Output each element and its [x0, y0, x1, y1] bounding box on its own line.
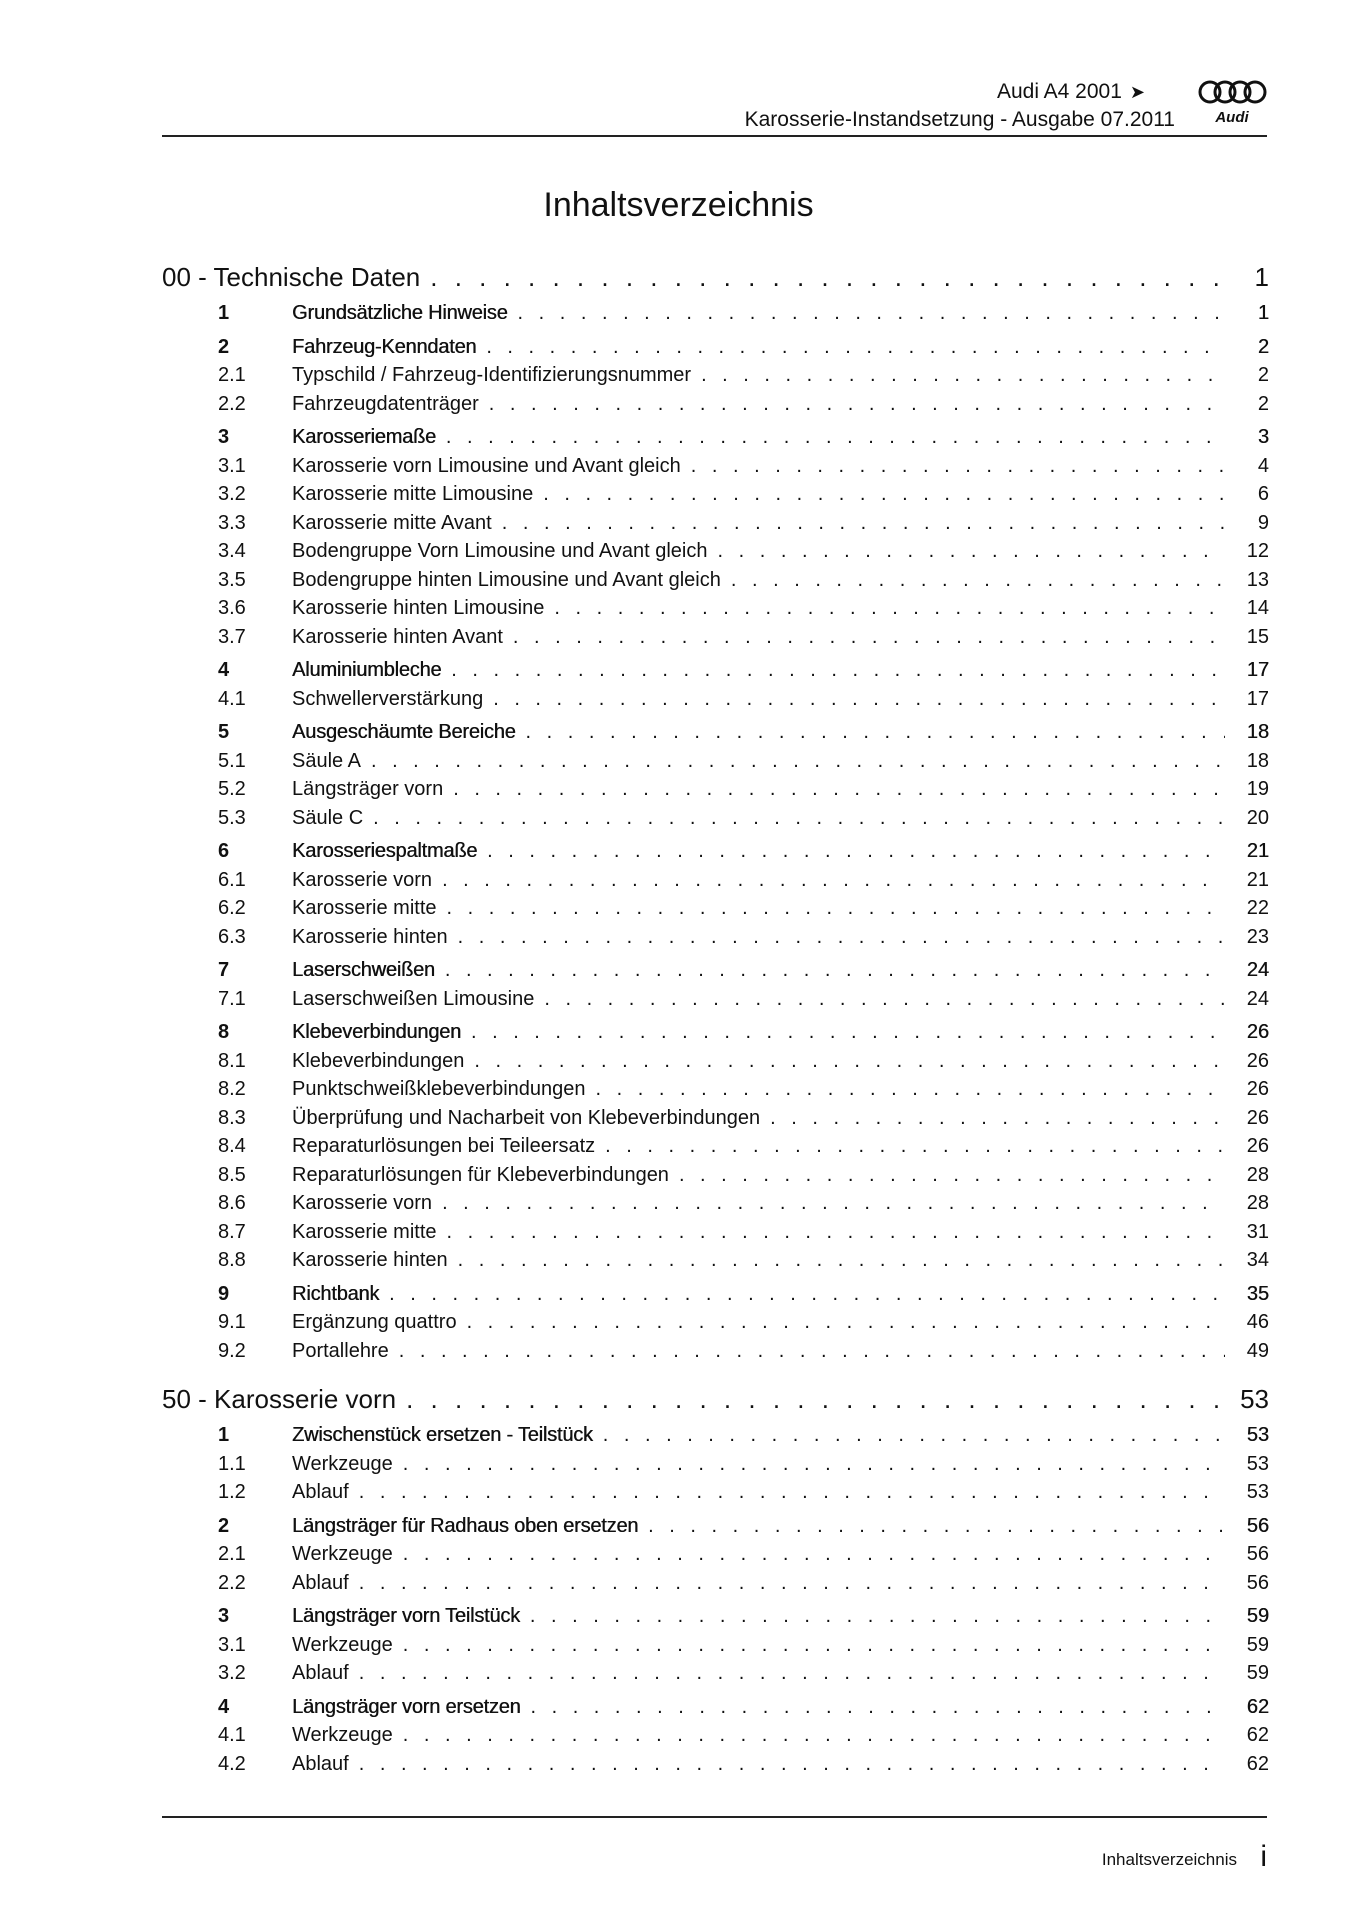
toc-title: Karosseriemaße [292, 426, 436, 448]
toc-page-number: 21 [1246, 840, 1269, 862]
toc-page-number: 17 [1246, 659, 1269, 681]
toc-leader-dots [373, 807, 1225, 830]
toc-number: 3.1 [218, 1633, 246, 1656]
toc-title: Ablauf [292, 1752, 349, 1775]
toc-title: Karosserie vorn [292, 1192, 433, 1214]
toc-subsection[interactable] [162, 1662, 1269, 1691]
toc-subsection[interactable] [162, 688, 1269, 717]
toc-leader-dots [489, 393, 1225, 416]
toc-leader-dots [691, 455, 1225, 478]
toc-title: Überprüfung und Nacharbeit von Klebeverbindungen [292, 1106, 761, 1129]
toc-chapter[interactable] [162, 262, 1269, 294]
toc-title: Ablauf [292, 1662, 349, 1684]
toc-page-number: 1 [1257, 302, 1269, 324]
toc-subsection[interactable] [162, 364, 1269, 393]
toc-title: Karosserie mitte Limousine [292, 483, 534, 505]
toc-leader-dots [701, 364, 1225, 387]
toc-subsection[interactable] [162, 1221, 1269, 1250]
toc-number: 2.2 [218, 392, 246, 415]
toc-leader-dots [603, 1424, 1225, 1447]
toc-number: 2 [218, 1514, 230, 1537]
toc-title: Säule A [292, 749, 361, 772]
toc-title: Karosserie vorn [292, 868, 433, 891]
toc-subsection[interactable] [162, 1481, 1269, 1510]
toc-page-number: 53 [1246, 1452, 1269, 1475]
toc-number: 7.1 [218, 987, 246, 1010]
toc-page-number: 12 [1246, 540, 1269, 562]
toc-title: Karosserie hinten [292, 925, 448, 948]
toc-page-number: 59 [1246, 1662, 1269, 1684]
toc-title: Richtbank [292, 1282, 380, 1305]
toc-page-number: 18 [1246, 721, 1269, 743]
toc-page-number: 62 [1246, 1724, 1269, 1746]
toc-subsection[interactable] [162, 926, 1269, 955]
toc-number: 8.1 [218, 1049, 246, 1072]
toc-number: 6 [218, 840, 230, 862]
toc-number: 8.5 [218, 1163, 246, 1186]
toc-title: Karosserie mitte [292, 1220, 437, 1243]
toc-subsection[interactable] [162, 1572, 1269, 1601]
toc-page-number: 26 [1246, 1021, 1269, 1043]
toc-subsection[interactable] [162, 1078, 1269, 1107]
toc-leader-dots [731, 569, 1225, 592]
toc-leader-dots [526, 721, 1225, 744]
toc-leader-dots [442, 1192, 1225, 1215]
toc-page-number: 9 [1257, 511, 1269, 534]
toc-number: 1 [218, 1424, 230, 1446]
toc-section[interactable] [162, 1515, 1269, 1544]
toc-title: Karosserie mitte Avant [292, 511, 492, 534]
toc-page-number: 56 [1246, 1543, 1269, 1565]
toc-page-number: 62 [1246, 1695, 1269, 1718]
toc-number: 4 [218, 1695, 230, 1718]
toc-page-number: 4 [1257, 454, 1269, 477]
toc-subsection[interactable] [162, 869, 1269, 898]
toc-title: Ausgeschäumte Bereiche [292, 721, 516, 743]
toc-page-number: 24 [1246, 987, 1269, 1010]
toc-leader-dots [453, 778, 1225, 801]
toc-number: 2.1 [218, 364, 246, 386]
toc-leader-dots [359, 1753, 1225, 1776]
toc-title: Klebeverbindungen [292, 1049, 465, 1072]
toc-title: Karosseriespaltmaße [292, 840, 478, 862]
toc-leader-dots [513, 626, 1225, 649]
table-of-contents [162, 262, 1269, 1781]
toc-number: 3 [218, 426, 230, 448]
toc-leader-dots [471, 1021, 1225, 1044]
footer-page-number: i [1260, 1840, 1267, 1873]
toc-title: Säule C [292, 806, 364, 829]
toc-leader-dots [474, 1050, 1225, 1073]
toc-page-number: 26 [1246, 1078, 1269, 1100]
toc-leader-dots [544, 988, 1225, 1011]
toc-section[interactable] [162, 959, 1269, 988]
toc-leader-dots [605, 1135, 1225, 1158]
toc-leader-dots [403, 1543, 1225, 1566]
toc-section[interactable] [162, 302, 1269, 331]
toc-subsection[interactable] [162, 1724, 1269, 1753]
toc-leader-dots [359, 1662, 1225, 1685]
toc-page-number: 62 [1246, 1752, 1269, 1775]
toc-title: Werkzeuge [292, 1633, 393, 1656]
toc-page-number: 59 [1246, 1605, 1269, 1627]
toc-subsection[interactable] [162, 1050, 1269, 1079]
toc-section[interactable] [162, 1424, 1269, 1453]
toc-page-number: 28 [1246, 1163, 1269, 1186]
header-edition: Karosserie-Instandsetzung - Ausgabe 07.2011 [744, 108, 1175, 131]
toc-title: Bodengruppe hinten Limousine und Avant gleich [292, 568, 721, 591]
toc-page-number: 46 [1246, 1311, 1269, 1333]
toc-page-number: 53 [1240, 1384, 1269, 1414]
toc-number: 3.1 [218, 454, 246, 477]
toc-title: Punktschweißklebeverbindungen [292, 1078, 586, 1100]
toc-page-number: 31 [1246, 1220, 1269, 1243]
toc-page-number: 53 [1246, 1424, 1269, 1446]
toc-leader-dots [447, 897, 1226, 920]
toc-title: Karosserie hinten Avant [292, 625, 503, 648]
toc-leader-dots [442, 869, 1225, 892]
toc-title: Aluminiumbleche [292, 659, 442, 681]
toc-number: 3.6 [218, 597, 246, 619]
toc-leader-dots [403, 1634, 1225, 1657]
toc-number: 9.1 [218, 1311, 246, 1333]
toc-page-number: 1 [1254, 262, 1269, 292]
toc-leader-dots [403, 1724, 1225, 1747]
toc-title: Werkzeuge [292, 1724, 393, 1746]
toc-page-number: 53 [1246, 1481, 1269, 1503]
toc-title: 00 - Technische Daten [162, 262, 421, 292]
toc-title: Typschild / Fahrzeug-Identifizierungsnummer [292, 364, 692, 386]
toc-subsection[interactable] [162, 1453, 1269, 1482]
toc-section[interactable] [162, 721, 1269, 750]
toc-leader-dots [770, 1107, 1225, 1130]
toc-leader-dots [543, 483, 1225, 506]
toc-number: 1 [218, 302, 230, 324]
toc-title: Werkzeuge [292, 1543, 393, 1565]
toc-section[interactable] [162, 1021, 1269, 1050]
toc-subsection[interactable] [162, 1543, 1269, 1572]
toc-title: Fahrzeugdatenträger [292, 392, 479, 415]
page-header [162, 80, 1267, 137]
toc-leader-dots [446, 426, 1225, 449]
toc-subsection[interactable] [162, 1135, 1269, 1164]
toc-title: Laserschweißen [292, 959, 435, 981]
toc-page-number: 56 [1246, 1571, 1269, 1594]
toc-subsection[interactable] [162, 750, 1269, 779]
toc-page-number: 2 [1257, 392, 1269, 415]
toc-number: 2 [218, 335, 230, 358]
toc-title: Ergänzung quattro [292, 1311, 457, 1333]
toc-leader-dots [493, 688, 1225, 711]
toc-leader-dots [718, 540, 1226, 563]
toc-title: Karosserie hinten Limousine [292, 597, 545, 619]
toc-page-number: 2 [1257, 364, 1269, 386]
toc-subsection[interactable] [162, 988, 1269, 1017]
toc-number: 3.5 [218, 568, 246, 591]
toc-number: 4.1 [218, 1724, 246, 1746]
toc-title: Längsträger vorn ersetzen [292, 1695, 521, 1718]
toc-page-number: 6 [1257, 483, 1269, 505]
toc-leader-dots [518, 302, 1226, 325]
toc-page-number: 26 [1246, 1135, 1269, 1157]
toc-page-number: 15 [1246, 625, 1269, 648]
toc-subsection[interactable] [162, 393, 1269, 422]
toc-leader-dots [371, 750, 1225, 773]
toc-leader-dots [451, 659, 1225, 682]
toc-page-number: 21 [1246, 868, 1269, 891]
toc-page-number: 2 [1257, 335, 1269, 358]
toc-page-number: 17 [1246, 687, 1269, 710]
toc-leader-dots [502, 512, 1225, 535]
audi-logo-text: Audi [1215, 109, 1249, 126]
toc-subsection[interactable] [162, 778, 1269, 807]
toc-subsection[interactable] [162, 1192, 1269, 1221]
toc-number: 4 [218, 659, 230, 681]
toc-number: 8.4 [218, 1135, 246, 1157]
toc-title: Klebeverbindungen [292, 1021, 461, 1043]
toc-section[interactable] [162, 840, 1269, 869]
toc-number: 3.3 [218, 511, 246, 534]
toc-title: Reparaturlösungen bei Teileersatz [292, 1135, 596, 1157]
toc-leader-dots [359, 1481, 1225, 1504]
toc-number: 8.2 [218, 1078, 246, 1100]
toc-leader-dots [486, 336, 1225, 359]
toc-number: 3.4 [218, 540, 246, 562]
toc-number: 8.6 [218, 1192, 246, 1214]
toc-number: 5 [218, 721, 230, 743]
toc-leader-dots [399, 1340, 1225, 1363]
toc-subsection[interactable] [162, 1249, 1269, 1278]
toc-number: 4.2 [218, 1752, 246, 1775]
page-footer [162, 1816, 1267, 1873]
toc-leader-dots [487, 840, 1225, 863]
toc-page-number: 59 [1246, 1633, 1269, 1656]
toc-title: Schwellerverstärkung [292, 687, 484, 710]
toc-page-number: 20 [1246, 806, 1269, 829]
toc-number: 1.2 [218, 1481, 246, 1503]
toc-number: 6.2 [218, 897, 246, 919]
arrow-icon: ➤ [1129, 82, 1145, 102]
toc-number: 8.8 [218, 1249, 246, 1271]
toc-page-number: 26 [1246, 1049, 1269, 1072]
toc-subsection[interactable] [162, 897, 1269, 926]
footer-label: Inhaltsverzeichnis [1101, 1850, 1237, 1869]
toc-subsection[interactable] [162, 1753, 1269, 1782]
toc-leader-dots [445, 959, 1225, 982]
toc-leader-dots [359, 1572, 1225, 1595]
toc-number: 1.1 [218, 1452, 246, 1475]
toc-number: 5.2 [218, 778, 246, 800]
toc-leader-dots [447, 1221, 1226, 1244]
toc-title: Karosserie vorn Limousine und Avant gleich [292, 454, 681, 477]
toc-section[interactable] [162, 426, 1269, 455]
toc-page-number: 18 [1246, 749, 1269, 772]
toc-title: Karosserie hinten [292, 1249, 448, 1271]
toc-title: Zwischenstück ersetzen - Teilstück [292, 1424, 593, 1446]
toc-title: Ablauf [292, 1571, 349, 1594]
toc-leader-dots [554, 597, 1225, 620]
toc-number: 3 [218, 1605, 230, 1627]
toc-number: 9 [218, 1282, 230, 1305]
toc-subsection[interactable] [162, 1634, 1269, 1663]
toc-title: Portallehre [292, 1339, 389, 1362]
header-model-text: Audi A4 2001 [996, 80, 1122, 103]
toc-leader-dots [530, 1696, 1225, 1719]
toc-subsection[interactable] [162, 1311, 1269, 1340]
toc-subsection[interactable] [162, 597, 1269, 626]
toc-number: 3.7 [218, 625, 246, 648]
toc-leader-dots [430, 262, 1225, 293]
toc-number: 8.7 [218, 1220, 246, 1243]
toc-subsection[interactable] [162, 455, 1269, 484]
toc-title: Karosserie mitte [292, 897, 437, 919]
toc-subsection[interactable] [162, 626, 1269, 655]
toc-subsection[interactable] [162, 1107, 1269, 1136]
toc-leader-dots [406, 1384, 1225, 1415]
toc-leader-dots [389, 1283, 1225, 1306]
toc-page-number: 24 [1246, 959, 1269, 981]
toc-leader-dots [596, 1078, 1225, 1101]
toc-number: 3.2 [218, 1662, 246, 1684]
toc-number: 7 [218, 959, 230, 981]
header-model [997, 80, 1145, 104]
page-title: Inhaltsverzeichnis [543, 186, 814, 224]
toc-title: Werkzeuge [292, 1452, 393, 1475]
toc-page-number: 13 [1246, 568, 1269, 591]
toc-number: 2.1 [218, 1543, 246, 1565]
toc-subsection[interactable] [162, 512, 1269, 541]
toc-section[interactable] [162, 1605, 1269, 1634]
toc-section[interactable] [162, 659, 1269, 688]
toc-title: Längsträger vorn Teilstück [292, 1605, 520, 1627]
toc-title: Längsträger vorn [292, 778, 444, 800]
toc-number: 2.2 [218, 1571, 246, 1594]
toc-subsection[interactable] [162, 569, 1269, 598]
toc-subsection[interactable] [162, 483, 1269, 512]
toc-page-number: 19 [1246, 778, 1269, 800]
toc-page-number: 56 [1246, 1514, 1269, 1537]
toc-leader-dots [530, 1605, 1225, 1628]
toc-section[interactable] [162, 336, 1269, 365]
toc-page-number: 23 [1246, 925, 1269, 948]
toc-title: Fahrzeug-Kenndaten [292, 335, 477, 358]
toc-number: 3.2 [218, 483, 246, 505]
toc-title: Laserschweißen Limousine [292, 987, 535, 1010]
audi-logo-icon [1197, 76, 1267, 130]
toc-section[interactable] [162, 1696, 1269, 1725]
toc-title: 50 - Karosserie vorn [162, 1384, 397, 1414]
toc-number: 6.1 [218, 868, 246, 891]
toc-leader-dots [458, 926, 1225, 949]
toc-leader-dots [458, 1249, 1225, 1272]
toc-page-number: 14 [1246, 597, 1269, 619]
toc-page-number: 49 [1246, 1339, 1269, 1362]
toc-title: Bodengruppe Vorn Limousine und Avant gleich [292, 540, 708, 562]
toc-page-number: 34 [1246, 1249, 1269, 1271]
toc-title: Ablauf [292, 1481, 349, 1503]
toc-chapter[interactable] [162, 1384, 1269, 1416]
toc-page-number: 26 [1246, 1106, 1269, 1129]
toc-subsection[interactable] [162, 1340, 1269, 1369]
toc-number: 4.1 [218, 687, 246, 710]
toc-leader-dots [403, 1453, 1225, 1476]
toc-title: Reparaturlösungen für Klebeverbindungen [292, 1163, 669, 1186]
toc-number: 8.3 [218, 1106, 246, 1129]
toc-number: 5.1 [218, 749, 246, 772]
toc-page-number: 35 [1246, 1282, 1269, 1305]
toc-number: 9.2 [218, 1339, 246, 1362]
toc-section[interactable] [162, 1283, 1269, 1312]
toc-leader-dots [467, 1311, 1225, 1334]
toc-subsection[interactable] [162, 1164, 1269, 1193]
toc-number: 8 [218, 1021, 230, 1043]
toc-page-number: 28 [1246, 1192, 1269, 1214]
toc-number: 6.3 [218, 925, 246, 948]
toc-leader-dots [679, 1164, 1225, 1187]
toc-subsection[interactable] [162, 540, 1269, 569]
toc-leader-dots [648, 1515, 1225, 1538]
toc-page-number: 22 [1246, 897, 1269, 919]
toc-title: Längsträger für Radhaus oben ersetzen [292, 1514, 639, 1537]
toc-number: 5.3 [218, 806, 246, 829]
toc-title: Grundsätzliche Hinweise [292, 302, 508, 324]
toc-subsection[interactable] [162, 807, 1269, 836]
toc-page-number: 3 [1257, 426, 1269, 448]
